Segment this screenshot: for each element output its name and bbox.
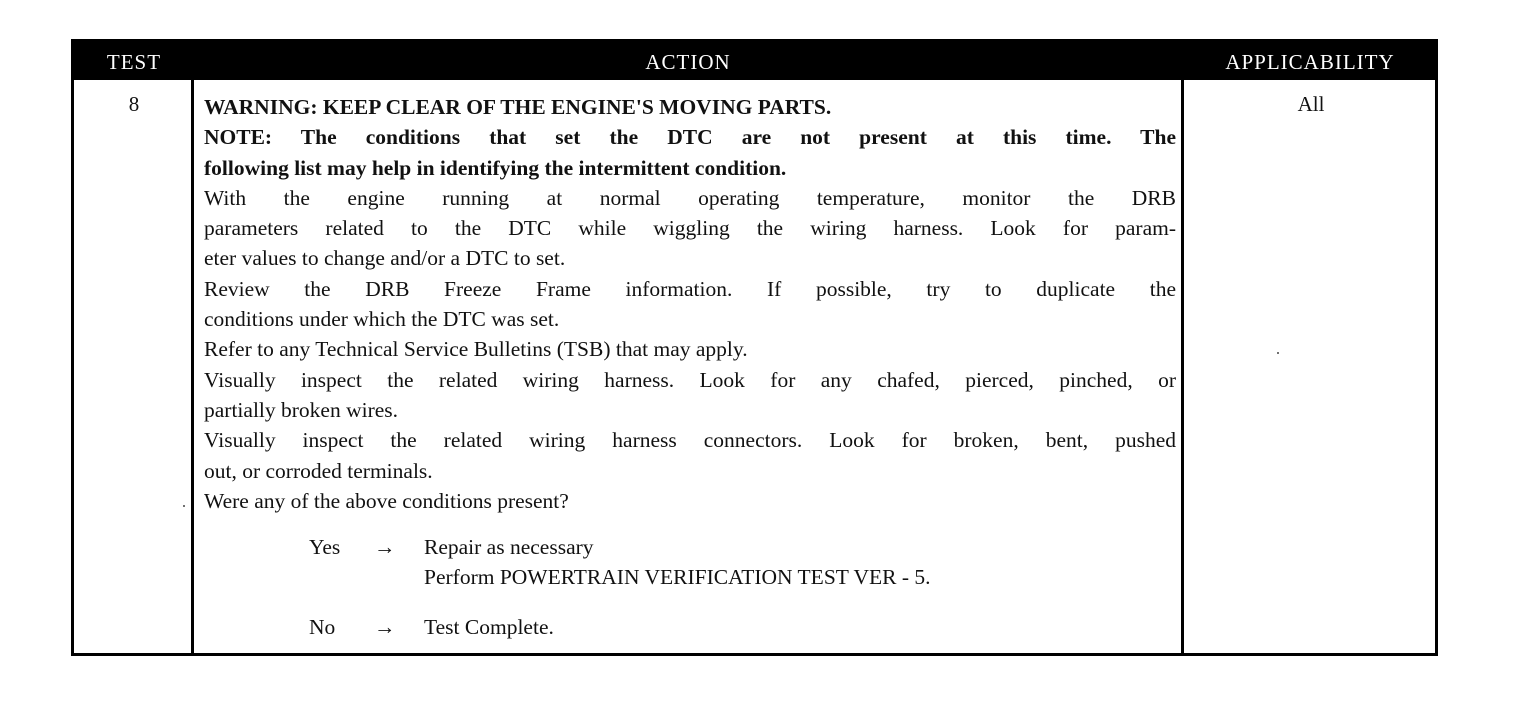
- applicability-value: All: [1297, 92, 1325, 116]
- paragraph-line: Visually inspect the related wiring harness. Look for any chafed, pierced, pinched, or: [204, 367, 1176, 392]
- paragraph-line: Visually inspect the related wiring harness connectors. Look for broken, bent, pushed: [204, 428, 1176, 453]
- test-number: 8: [128, 92, 140, 116]
- scan-speck: [1277, 352, 1279, 354]
- paragraph-line: conditions under which the DTC was set.: [204, 307, 560, 332]
- question-text: Were any of the above conditions present?: [204, 488, 569, 513]
- no-action: Test Complete.: [424, 615, 554, 639]
- paragraph-line: partially broken wires.: [204, 397, 399, 422]
- warning-text: WARNING: KEEP CLEAR OF THE ENGINE'S MOVING PARTS.: [204, 95, 832, 119]
- header-test: TEST: [106, 50, 162, 74]
- scan-speck: [183, 505, 185, 507]
- note-line: following list may help in identifying the intermittent condition.: [204, 155, 787, 180]
- header-action: ACTION: [645, 50, 731, 74]
- column-divider: [191, 80, 194, 653]
- yes-action: Perform POWERTRAIN VERIFICATION TEST VER - 5.: [424, 565, 931, 589]
- paragraph-line: out, or corroded terminals.: [204, 458, 433, 483]
- action-text: [204, 92, 1176, 516]
- paragraph-line: With the engine running at normal operating temperature, monitor the DRB: [204, 185, 1176, 210]
- yes-action: Repair as necessary: [424, 535, 594, 559]
- paragraph-line: Review the DRB Freeze Frame information. If possible, try to duplicate the: [204, 276, 1176, 301]
- note-line: NOTE: The conditions that set the DTC are not present at this time. The: [204, 125, 1176, 150]
- table-header-row: [74, 42, 1435, 80]
- column-divider: [1181, 80, 1184, 653]
- yes-label: Yes: [309, 535, 341, 559]
- paragraph-line: Refer to any Technical Service Bulletins (TSB) that may apply.: [204, 337, 748, 362]
- arrow-right-icon: →: [374, 615, 396, 639]
- paragraph-line: eter values to change and/or a DTC to set.: [204, 246, 566, 271]
- diagnostic-test-table: [71, 39, 1438, 656]
- no-label: No: [309, 615, 336, 639]
- header-applicability: APPLICABILITY: [1225, 50, 1395, 74]
- paragraph-line: parameters related to the DTC while wiggling the wiring harness. Look for param-: [204, 216, 1176, 241]
- arrow-right-icon: →: [374, 535, 396, 559]
